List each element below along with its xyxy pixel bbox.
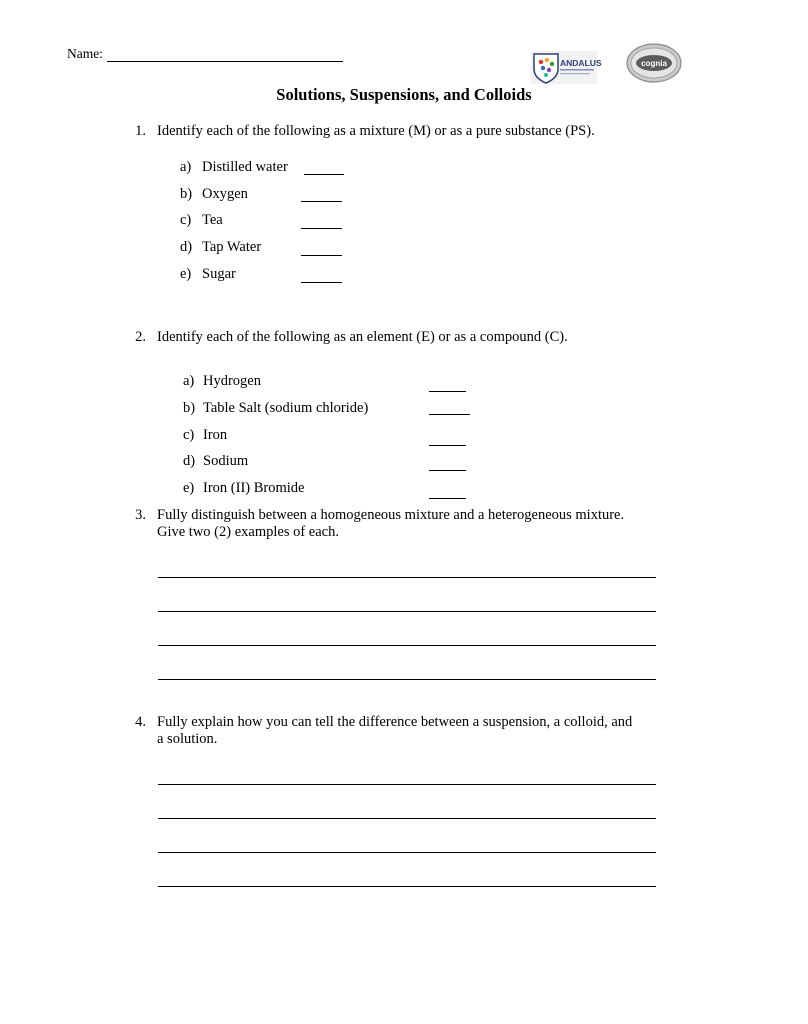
question-number: 4. (135, 714, 146, 730)
question-2 (124, 329, 568, 346)
answer-line[interactable] (158, 611, 656, 612)
list-item: e) Iron (II) Bromide (183, 480, 305, 496)
answer-blank[interactable] (304, 173, 344, 175)
accreditation-seal (626, 43, 682, 83)
school-logo (531, 51, 602, 84)
list-item: a) Distilled water (180, 159, 288, 175)
question-text: Identify each of the following as an element (E) or as a compound (C). (157, 329, 568, 345)
page-title: Solutions, Suspensions, and Colloids (276, 85, 532, 104)
question-text: Identify each of the following as a mixture (M) or as a pure substance (PS). (157, 123, 595, 139)
answer-blank[interactable] (429, 390, 466, 392)
answer-line[interactable] (158, 645, 656, 646)
list-item: d) Sodium (183, 453, 249, 469)
answer-line[interactable] (158, 852, 656, 853)
name-label: Name: (67, 46, 103, 61)
answer-line[interactable] (158, 886, 656, 887)
question-4 (124, 714, 632, 748)
answer-blank[interactable] (429, 413, 470, 415)
list-item: c) Iron (183, 427, 228, 443)
question-text-line: Fully explain how you can tell the difference between a suspension, a colloid, and (157, 714, 633, 730)
question-text-line: Fully distinguish between a homogeneous mixture and a heterogeneous mixture. (157, 507, 625, 523)
list-item: c) Tea (180, 212, 223, 228)
list-item: b) Oxygen (180, 186, 248, 202)
question-1 (124, 123, 595, 140)
question-3 (124, 507, 624, 541)
answer-blank[interactable] (429, 497, 466, 499)
list-item: e) Sugar (180, 266, 236, 282)
answer-line[interactable] (158, 784, 656, 785)
answer-line[interactable] (158, 818, 656, 819)
question-number: 3. (135, 507, 146, 523)
answer-line[interactable] (158, 577, 656, 578)
answer-blank[interactable] (301, 254, 342, 256)
answer-blank[interactable] (429, 469, 466, 471)
question-text-line: a solution. (157, 731, 218, 747)
answer-blank[interactable] (301, 281, 342, 283)
answer-blank[interactable] (301, 227, 342, 229)
question-number: 2. (135, 329, 146, 345)
list-item: d) Tap Water (180, 239, 262, 255)
answer-line[interactable] (158, 679, 656, 680)
question-text-line: Give two (2) examples of each. (157, 524, 339, 540)
list-item: b) Table Salt (sodium chloride) (183, 400, 369, 416)
name-field (67, 46, 343, 62)
list-item: a) Hydrogen (183, 373, 261, 389)
school-logo-text: ANDALUS (560, 58, 602, 68)
question-number: 1. (135, 123, 146, 139)
answer-blank[interactable] (301, 200, 342, 202)
accreditation-seal-text: cognia (641, 59, 667, 68)
answer-blank[interactable] (429, 444, 466, 446)
name-blank-line[interactable] (107, 47, 343, 62)
